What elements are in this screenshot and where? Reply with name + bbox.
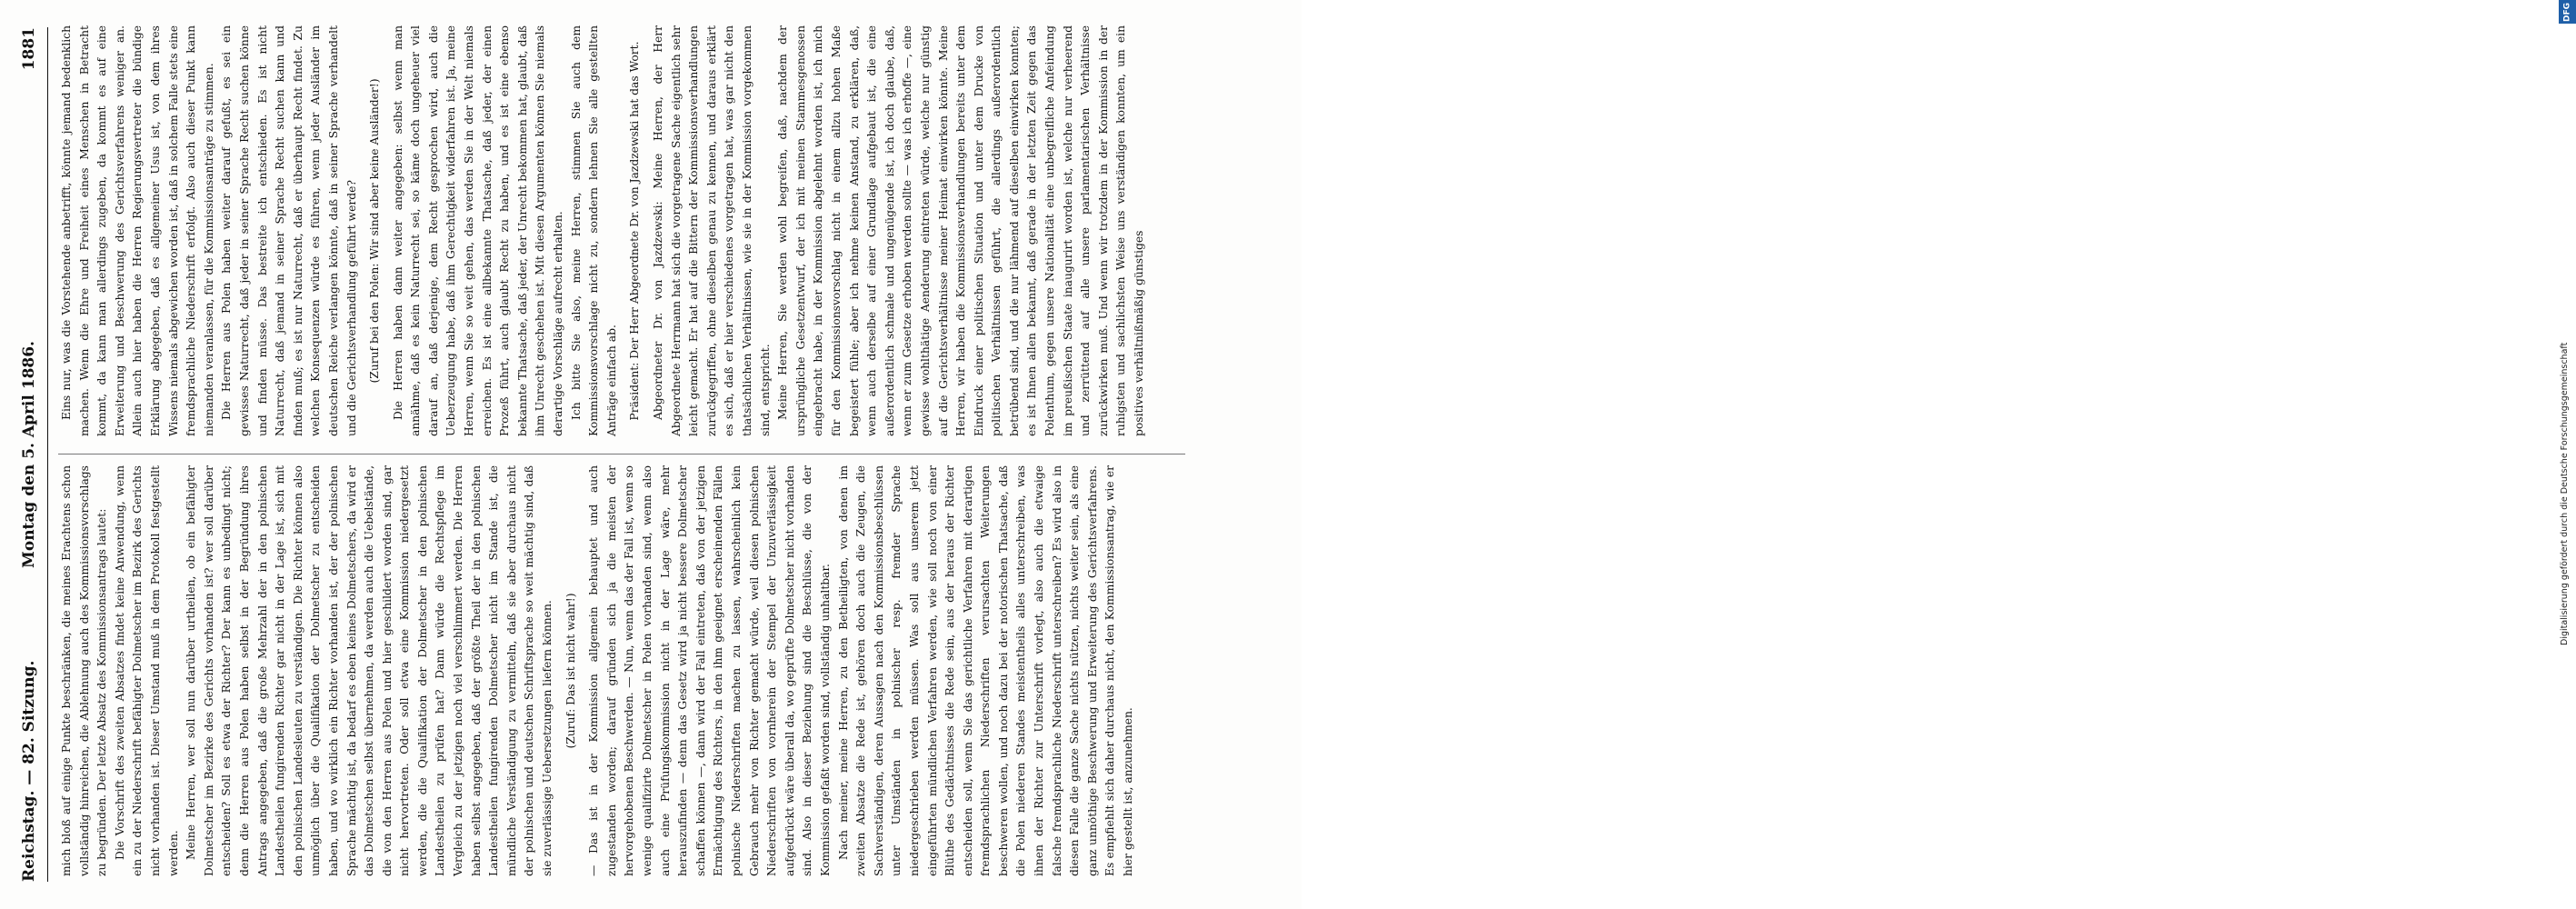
interjection: (Zuruf bei den Polen: Wir sind aber keine Ausländer!) (368, 78, 382, 384)
paragraph: mich bloß auf einige Punkte beschränken, die meines Erachtens schon vollständig hinreichen, die Ablehnung auch des Kommissionsvorschlags zu begründen. Der letzte Absatz des Kommissionsantrags lautet: (60, 465, 109, 876)
speech-paragraph: Abgeordneter Dr. von Jazdzewski: Meine Herren, der Herr Abgeordnete Herrmann hat sich die vorgetragene Sache eigentlich sehr leicht gemacht. Er hat auf die Bittern der Kommissionsverhandlungen zurückgegriffen, ohne dieselben genau zu kennen, und daraus erklärt es sich, daß er hier verschiedenes vorgetragen hat, was gar nicht den thatsächlichen Verhältnissen, wie sie in der Kommission vorgekommen sind, entspricht. (652, 25, 772, 436)
running-head-center: Montag den 5. April 1886. (20, 341, 38, 568)
rotated-page (0, 0, 1259, 909)
page-number: 1881 (20, 27, 38, 71)
paragraph: Meine Herren, Sie werden wohl begreifen, daß, nachdem der ursprüngliche Gesetzentwurf, der ich mit meinen Stammesgenossen eingebracht habe, in der Kommission abgelehnt worden ist, ich mich für den Kommissionsvorschlag nicht in einem allzu hohen Maße begeistert fühle; aber ich nehme keinen Anstand, zu erklären, daß, wenn auch derselbe auf einer Grundlage aufgebaut ist, die eine außerordentlich schmale und ungenügende ist, ich doch glaube, daß, wenn er zum Gesetze erhoben werden sollte — was ich erhoffe —, eine gewisse wohlthätige Aenderung eintreten würde, welche nur günstig auf die Gerichtsverhältnisse meiner Heimat einwirken könnte. Meine Herren, wir haben die Kommissionsverhandlungen bereits unter dem Eindruck einer politischen Situation und unter dem Drucke von politischen Verhältnissen geführt, die allerdings außerordentlich betrübend sind, und die nur lähmend auf dieselben einwirken konnten; es ist Ihnen allen bekannt, daß gerade in der letzten Zeit gegen das Polenthum, gegen unsere Nationalität eine unbegreifliche Anfeindung im preußischen Staate inaugurirt worden ist, welche nur verheerend und zerrüttend auf alle unsere parlamentarischen Verhältnisse zurückwirken muß. Und wenn wir trotzdem in der Kommission in der ruhigsten und sachlichsten Weise uns verständigen konnten, um ein positives verhältnißmäßig günstiges (776, 25, 1146, 436)
paragraph: — Das ist in der Kommission allgemein behauptet und auch zugestanden worden; darauf gründen sich ja die meisten der hervorgehobenen Beschwerden. — Nun, wenn das der Fall ist, wenn so wenige qualifizirte Dolmetscher in Polen vorhanden sind, wenn also auch eine Prüfungskommission nicht in der Lage wäre, mehr herauszufinden — denn das Gesetz wird ja nicht bessere Dolmetscher schaffen können —, dann wird der Fall eintreten, daß von der jetzigen Ermächtigung des Richters, in den ihm geeignet erscheinenden Fällen polnische Niederschriften machen zu lassen, wahrscheinlich kein Gebrauch mehr von Richter gemacht würde, weil diesen polnischen Niederschriften von vornherein der Stempel der Unzuverlässigkeit aufgedrückt wäre überall da, wo geprüfte Dolmetscher nicht vorhanden sind. Also in dieser Beziehung sind die Beschlüsse, die von der Kommission gefaßt worden sind, vollständig unhaltbar. (587, 465, 832, 876)
paragraph: Die Herren haben dann weiter angegeben: selbst wenn man annähme, daß es kein Naturrecht sei, so käme doch ungeheuer viel darauf an, daß derjenige, dem Recht gesprochen wird, auch die Ueberzeugung habe, daß ihm Gerechtigkeit widerfahren ist. Ja, meine Herren, wenn Sie so weit gehen, das werden Sie in der Welt niemals erreichen. Es ist eine allbekannte Thatsache, daß jeder, der einen Prozeß führt, auch glaubt Recht zu haben, und es ist eine ebenso bekannte Thatsache, daß jeder, der Unrecht bekommen hat, glaubt, daß ihm Unrecht geschehen ist. Mit diesen Argumenten können Sie niemals derartige Vorschläge aufrecht erhalten. (391, 25, 565, 436)
running-head-left: Reichstag. — 82. Sitzung. (20, 660, 38, 882)
paragraph: Nach meiner, meine Herren, zu den Betheiligten, von denen im zweiten Absatze die Rede ist, gehören doch auch die Zeugen, die Sachverständigen, deren Aussagen nach den Kommissionsbeschlüssen unter Umständen in polnischer resp. fremder Sprache niedergeschrieben werden müssen. Was soll aus unserem jetzt eingeführten mündlichen Verfahren werden, wie soll noch von einer Blüthe des Gedächtnisses die Rede sein, aus der heraus der Richter entscheiden soll, wenn Sie das gerichtliche Verfahren mit derartigen fremdsprachlichen Niederschriften verursachten Weiterungen beschweren wollen, und noch dazu bei der notorischen Thatsache, daß die Polen niederen Standes meistentheils alles unterschreiben, was ihnen der Richter zur Unterschrift vorlegt, also auch die etwaige falsche fremdsprachliche Niederschrift unterschreiben? Es wird also in diesen Falle die ganze Sache nichts nützen, nichts weiter sein, als eine ganz unnöthige Beschwerung und Erweiterung des Gerichtsverfahrens. Es empfiehlt sich daher durchaus nicht, den Kommissionsantrag, wie er hier gestellt ist, anzunehmen. (836, 465, 1135, 876)
paragraph: Die Herren aus Polen haben weiter darauf gefußt, es sei ein gewisses Naturrecht, daß jeder in seiner Sprache Recht suchen könne und finden müsse. Das bestreite ich entschieden. Es ist nicht Naturrecht, daß jemand in seiner Sprache Recht suchen kann und finden muß; es ist nur Naturrecht, daß er überhaupt Recht findet. Zu welchen Konsequenzen würde es führen, wenn jeder Ausländer im deutschen Reiche verlangen könnte, daß in seiner Sprache verhandelt und die Gerichtsverhandlung geführt werde? (220, 25, 358, 436)
paragraph: Meine Herren, wer soll nun darüber urtheilen, ob ein befähigter Dolmetscher im Bezirke des Gerichts vorhanden ist? wer soll darüber entscheiden? Soll es etwa der Richter? Der kann es unbedingt nicht; denn die Herren aus Polen haben selbst in der Begründung ihres Antrags angegeben, daß die große Mehrzahl der in den polnischen Landestheilen fungirenden Richter gar nicht in der Lage ist, sich mit den polnischen Landesleuten zu verständigen. Die Richter können also unmöglich über die Qualifikation der Dolmetscher zu entscheiden haben, und wo wirklich ein Richter vorhanden ist, der der polnischen Sprache mächtig ist, da bedarf es eben keines Dolmetschers, da wird er das Dolmetschen selbst übernehmen, da werden auch die Uebelstände, die von den Herren aus Polen und hier geschildert worden sind, gar nicht hervortreten. Oder soll etwa eine Kommission niedergesetzt werden, die die Qualifikation der Dolmetscher in den polnischen Landestheilen zu prüfen hat? Dann würde die Rechtspflege im Vergleich zu der jetzigen noch viel verschlimmert werden. Die Herren haben selbst angegeben, daß der größte Theil der in den polnischen Landestheilen fungirenden Dolmetscher nicht im Stande ist, die mündliche Verständigung zu vermitteln, daß sie aber durchaus nicht der polnischen und deutschen Schriftsprache so weit mächtig sind, daß sie zuverlässige Uebersetzungen liefern können. (185, 465, 554, 876)
speaker-call: Präsident: Der Herr Abgeordnete Dr. von Jazdzewski hat das Wort. (628, 41, 642, 421)
text-column-left (58, 465, 1138, 876)
paragraph: Eins nur, was die Vorstehende anbetrifft, könnte jemand bedenklich machen. Wenn die Ehre und Freiheit eines Menschen in Betracht kommt, da kann man allerdings zugeben, da kommt es auf eine Erweiterung und Beschwerung des Gerichtsverfahrens weniger an. Allein auch hier haben die Herren Regierungsvertreter die bündige Erklärung abgegeben, daß es allgemeiner Usus ist, von dem ihres Wissens niemals abgewichen worden ist, daß in solchem Falle stets eine fremdsprachliche Niederschrift erfolgt. Also auch dieser Punkt kann niemanden veranlassen, für die Kommissionsanträge zu stimmen. (60, 25, 215, 436)
quoted-paragraph: Die Vorschrift des zweiten Absatzes findet keine Anwendung, wenn ein zu der Niederschrift befähigter Dolmetscher im Bezirk des Gerichts nicht vorhanden ist. Dieser Umstand muß in dem Protokoll festgestellt werden. (113, 465, 180, 876)
dfg-logo: DFG (2559, 0, 2576, 24)
running-head (20, 27, 45, 882)
interjection: (Zuruf: Das ist nicht wahr!) (564, 593, 577, 749)
text-column-right (58, 25, 1149, 436)
paragraph: Ich bitte Sie also, meine Herren, stimmen Sie auch dem Kommissionsvorschlage nicht zu, sondern lehnen Sie alle gestellten Anträge einfach ab. (569, 25, 618, 436)
digitization-credit-bar (1274, 0, 2572, 909)
header-rule (47, 27, 48, 882)
digitization-credit: Digitalisierung gefördert durch die Deutsche Forschungsgemeinschaft (2560, 342, 2570, 645)
